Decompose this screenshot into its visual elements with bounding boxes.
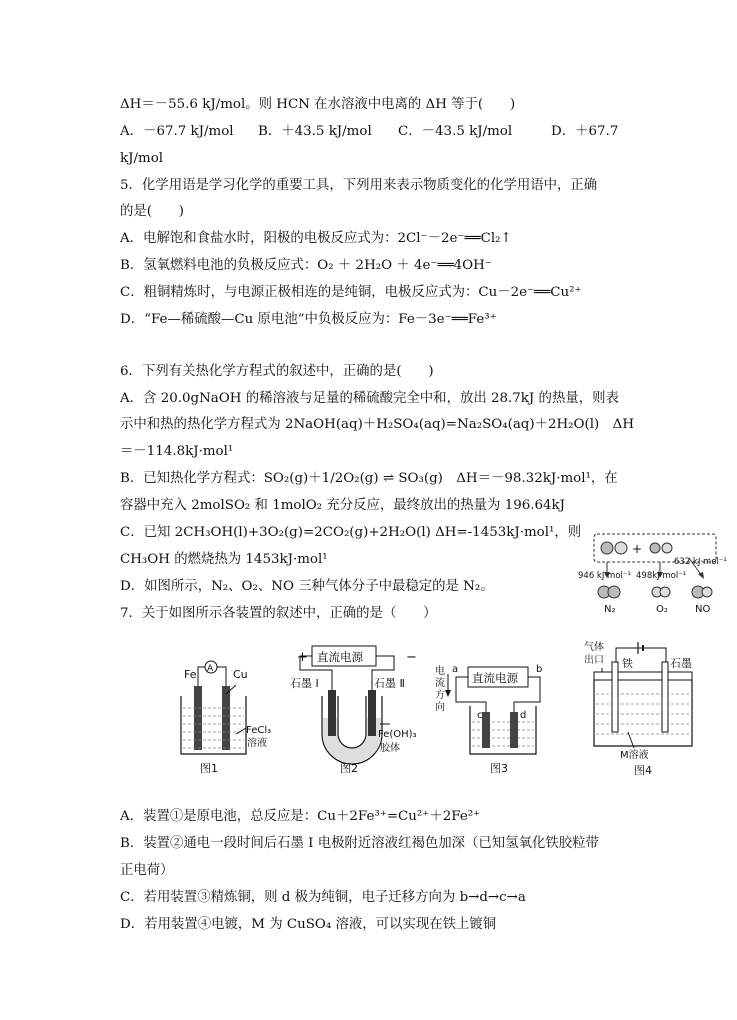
- fig2-minus: −: [406, 650, 417, 665]
- fig3-power-label: 直流电源: [472, 671, 518, 685]
- fig1-cu-label: Cu: [233, 668, 248, 681]
- fig3-c-electrode: [482, 712, 490, 748]
- q6-option-b-2: 容器中充入 2molSO₂ 和 1molO₂ 充分反应，最终放出的热量为 196.64kJ: [120, 498, 566, 513]
- q6-stem: 6．下列有关热化学方程式的叙述中，正确的是( ): [120, 364, 434, 379]
- q5-option-a: A．电解饱和食盐水时，阳极的电极反应式为：2Cl⁻－2e⁻══Cl₂↑: [120, 231, 512, 246]
- q5-option-d: D．“Fe—稀硫酸—Cu 原电池”中负极反应为：Fe－3e⁻══Fe³⁺: [120, 312, 497, 327]
- q4-option-c: C．－43.5 kJ/mol: [398, 124, 513, 139]
- q6-option-a-2: 示中和热的热化学方程式为 2NaOH(aq)＋H₂SO₄(aq)=Na₂SO₄(aq)＋2H₂O(l) ΔH: [120, 417, 634, 432]
- q5-option-c: C．粗铜精炼时，与电源正极相连的是纯铜，电极反应式为：Cu－2e⁻══Cu²⁺: [120, 285, 582, 300]
- figure-1: [176, 660, 286, 778]
- fig4-gas-1: 气体: [584, 642, 604, 653]
- fig2-right-label: 石墨 Ⅱ: [374, 677, 405, 690]
- o2-bond-energy: 498kJ·mol⁻¹: [636, 571, 687, 581]
- atom-n-2: [615, 542, 627, 554]
- fig1-solution-2: 溶液: [247, 738, 267, 749]
- q5-stem-2: 的是( ): [120, 204, 185, 219]
- atom-o-1: [650, 543, 660, 553]
- q7-option-c: C．若用装置③精炼铜，则 d 极为纯铜，电子迁移方向为 b→d→c→a: [120, 890, 526, 905]
- figure-2: [288, 640, 428, 778]
- fig2-right-electrode: [368, 690, 376, 736]
- fig3-d-label: d: [520, 710, 527, 721]
- fig4-caption: 图4: [634, 764, 652, 777]
- q6-option-d: D．如图所示，N₂、O₂、NO 三种气体分子中最稳定的是 N₂。: [120, 579, 494, 594]
- fig3-dir-1: 电: [435, 666, 445, 677]
- fig2-power-label: 直流电源: [317, 650, 363, 664]
- fig1-fe-electrode: [194, 686, 202, 750]
- atom-o-2: [662, 543, 672, 553]
- q4-option-d-unit: kJ/mol: [120, 151, 164, 166]
- fig2-colloid-1: Fe(OH)₃: [378, 729, 417, 740]
- q4-option-a: A．－67.7 kJ/mol: [120, 124, 234, 139]
- fig3-c-label: c: [477, 710, 483, 721]
- fig1-cu-electrode: [222, 686, 230, 750]
- fig4-iron-electrode: [612, 662, 618, 732]
- no-bond-energy: 632 kJ·mol⁻¹: [674, 557, 727, 567]
- fig2-left-label: 石墨 Ⅰ: [290, 677, 319, 690]
- q6-option-c-2: CH₃OH 的燃烧热为 1453kJ·mol¹: [120, 552, 328, 567]
- q5-stem-1: 5．化学用语是学习化学的重要工具，下列用来表示物质变化的化学用语中，正确: [120, 178, 598, 193]
- q7-option-a: A．装置①是原电池，总反应是：Cu＋2Fe³⁺=Cu²⁺＋2Fe²⁺: [120, 809, 481, 824]
- fig3-d-electrode: [510, 712, 518, 748]
- fig1-caption: 图1: [200, 762, 218, 775]
- fig4-tank-lid: [594, 672, 692, 680]
- q6-option-a-1: A．含 20.0gNaOH 的稀溶液与足量的稀硫酸完全中和，放出 28.7kJ 的热量，则表: [120, 391, 619, 406]
- fig1-solution-1: FeCl₃: [246, 725, 272, 736]
- atom-n-1: [601, 542, 613, 554]
- fig4-graphite-label: 石墨: [670, 657, 692, 670]
- fig4-iron-label: 铁: [622, 657, 633, 670]
- n2-bond-energy: 946 kJ·mol⁻¹: [578, 571, 631, 581]
- q4-option-d: D．＋67.7: [551, 124, 619, 139]
- q6-option-c-1: C．已知 2CH₃OH(l)+3O₂(g)=2CO₂(g)+2H₂O(l) ΔH=-1453kJ·mol¹，则: [120, 525, 582, 540]
- fig3-a-label: a: [452, 664, 459, 675]
- figure-4: [580, 636, 704, 778]
- q6-option-b-1: B．已知热化学方程式：SO₂(g)＋1/2O₂(g) ⇌ SO₃(g) ΔH＝－98.32kJ·mol¹，在: [120, 471, 618, 486]
- o2-molecule-b: [660, 587, 670, 597]
- fig4-solution-label: M溶液: [620, 750, 649, 761]
- q5-option-b: B．氢氧燃料电池的负极反应式：O₂ ＋ 2H₂O ＋ 4e⁻══4OH⁻: [120, 258, 492, 273]
- q4-tail: ΔH＝－55.6 kJ/mol。则 HCN 在水溶液中电离的 ΔH 等于( ): [120, 97, 516, 112]
- fig3-b-label: b: [536, 664, 543, 675]
- fig3-dir-2: 流: [435, 678, 445, 689]
- fig4-graphite-electrode: [662, 662, 668, 732]
- label-no: NO: [695, 604, 711, 615]
- fig4-gas-2: 出口: [584, 655, 604, 666]
- fig1-beaker: [181, 696, 246, 754]
- fig2-colloid-2: 胶体: [380, 743, 400, 754]
- fig2-left-electrode: [328, 690, 336, 736]
- fig3-caption: 图3: [490, 762, 508, 775]
- fig2-caption: 图2: [340, 762, 358, 775]
- label-o2: O₂: [656, 604, 668, 615]
- fig3-dir-3: 方: [435, 690, 445, 701]
- no-molecule-b: [702, 587, 712, 597]
- label-n2: N₂: [604, 604, 616, 615]
- bond-energy-diagram: [574, 528, 734, 618]
- q7-option-d: D．若用装置④电镀，M 为 CuSO₄ 溶液，可以实现在铁上镀铜: [120, 917, 497, 932]
- fig4-tank: [594, 680, 692, 746]
- q6-option-a-3: ＝－114.8kJ·mol¹: [120, 444, 234, 459]
- figure-3: [432, 660, 560, 778]
- fig1-meter-label: A: [207, 664, 214, 674]
- fig1-fe-label: Fe: [184, 668, 197, 681]
- fig2-plus: +: [297, 650, 308, 665]
- fig3-dir-4: 向: [435, 702, 445, 713]
- q7-option-b-1: B．装置②通电一段时间后石墨 I 电极附近溶液红褐色加深（已知氢氧化铁胶粒带: [120, 836, 599, 851]
- plus-sign: +: [632, 542, 643, 556]
- q7-option-b-2: 正电荷）: [120, 863, 174, 878]
- q7-stem: 7．关于如图所示各装置的叙述中，正确的是（ ）: [120, 606, 437, 621]
- n2-molecule-b: [608, 586, 620, 598]
- q4-option-b: B．＋43.5 kJ/mol: [258, 124, 372, 139]
